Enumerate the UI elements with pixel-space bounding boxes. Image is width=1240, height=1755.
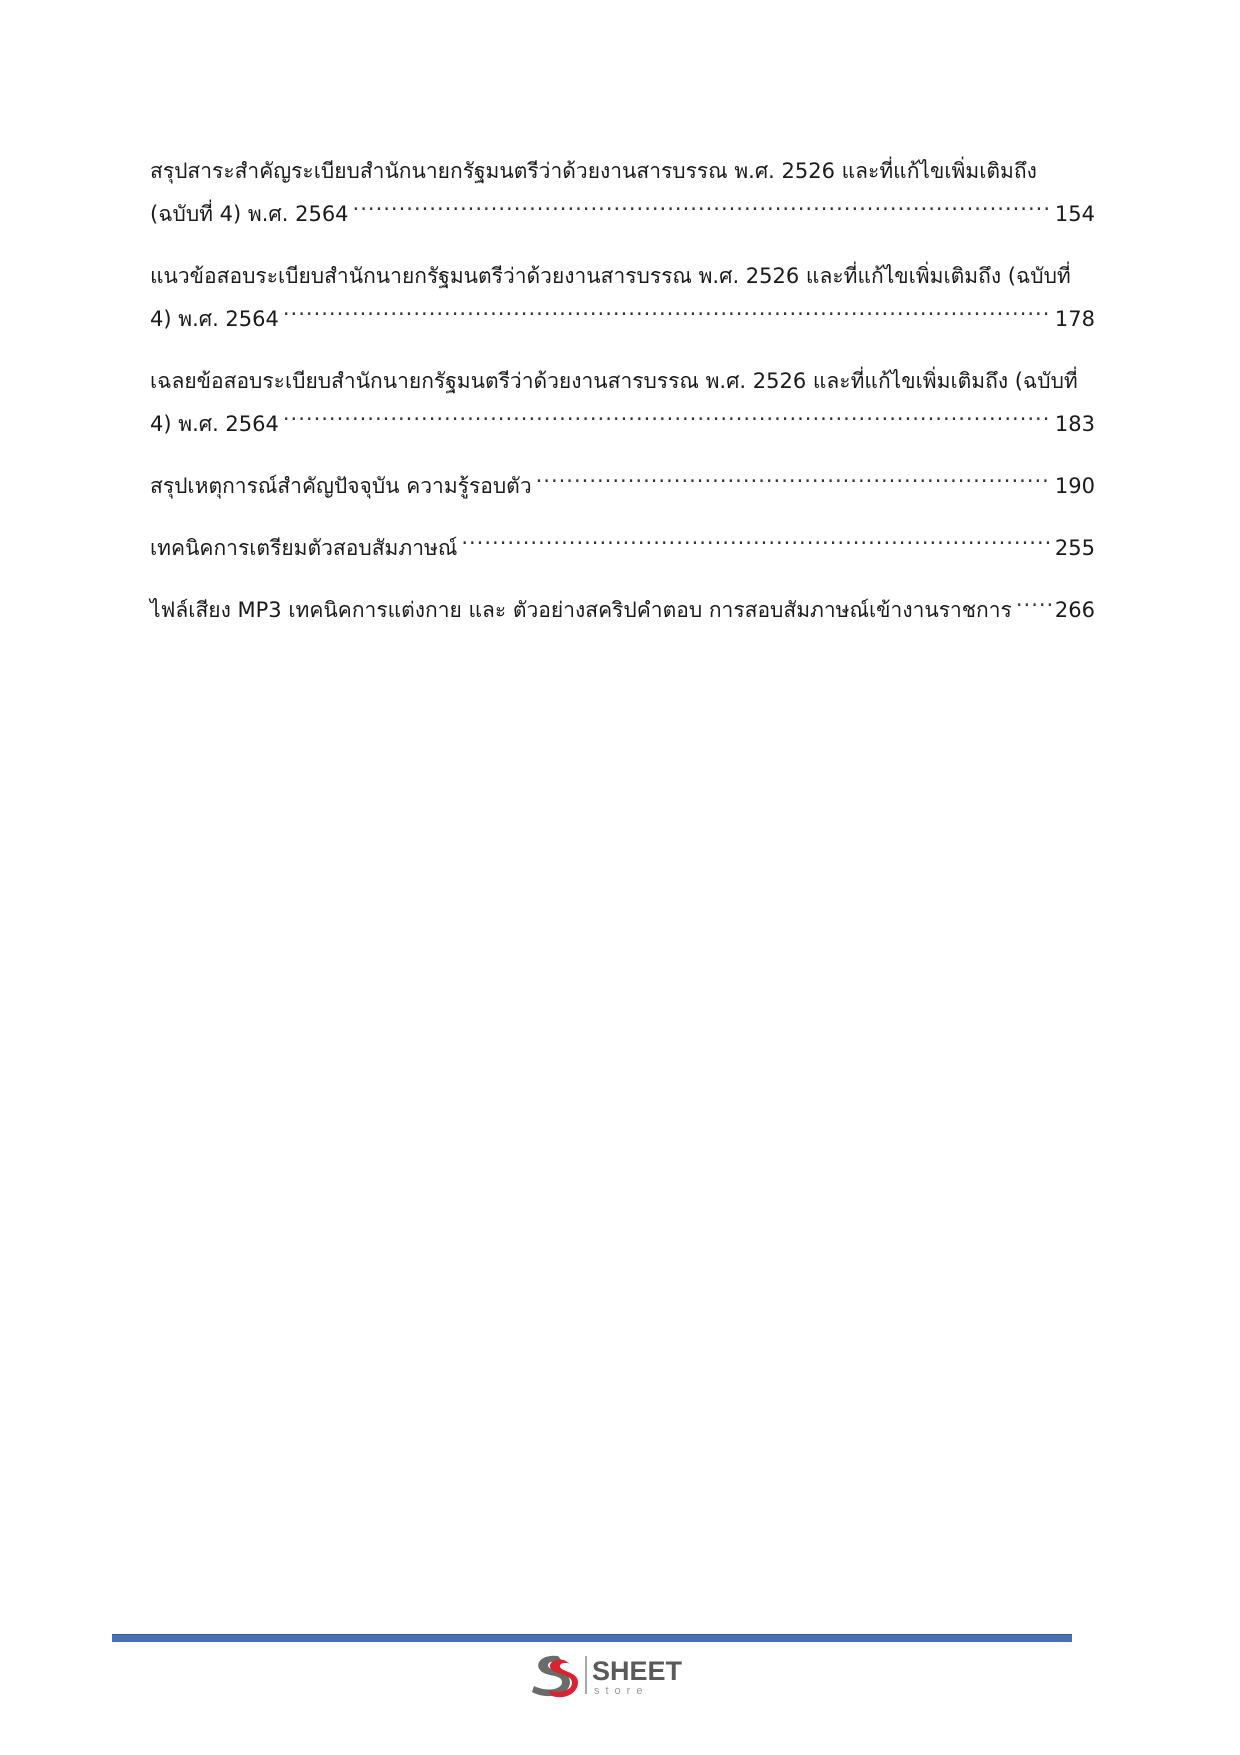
toc-entry[interactable]: [150, 255, 1095, 341]
toc-entry[interactable]: [150, 465, 1095, 508]
dot-leader: [283, 410, 1051, 431]
dot-leader: [353, 200, 1051, 221]
sheet-store-logo-icon: [528, 1650, 688, 1700]
dot-leader: [536, 472, 1051, 493]
sheet-store-logo: [528, 1650, 688, 1700]
toc-page-number: 178: [1054, 307, 1095, 331]
dot-leader: [283, 305, 1051, 326]
toc-entry-title-line: (ฉบับที่ 4) พ.ศ. 2564: [150, 202, 349, 226]
toc-entry-title-line: สรุปเหตุการณ์สำคัญปัจจุบัน ความรู้รอบตัว: [150, 474, 532, 498]
toc-page-number: 190: [1054, 474, 1095, 498]
toc-page-number: 266: [1054, 598, 1095, 622]
logo-wordmark: SHEET: [592, 1656, 683, 1686]
toc-entry-title-line: 4) พ.ศ. 2564: [150, 412, 279, 436]
dot-leader: [461, 534, 1051, 555]
toc-entry[interactable]: [150, 527, 1095, 570]
toc-page-number: 255: [1054, 536, 1095, 560]
toc-entry-title-line: เทคนิคการเตรียมตัวสอบสัมภาษณ์: [150, 536, 458, 560]
toc-page-number: 183: [1054, 412, 1095, 436]
dot-leader: [1016, 596, 1051, 617]
toc-entry-title-line: สรุปสาระสำคัญระเบียบสำนักนายกรัฐมนตรีว่าด้วยงานสารบรรณ พ.ศ. 2526 และที่แก้ไขเพิ่มเติมถึง: [150, 159, 1037, 183]
toc-entry-title-line: เฉลยข้อสอบระเบียบสำนักนายกรัฐมนตรีว่าด้วยงานสารบรรณ พ.ศ. 2526 และที่แก้ไขเพิ่มเติมถึง (ฉบับที่: [150, 369, 1078, 393]
toc-entry-title-line: แนวข้อสอบระเบียบสำนักนายกรัฐมนตรีว่าด้วยงานสารบรรณ พ.ศ. 2526 และที่แก้ไขเพิ่มเติมถึง (ฉบับที่: [150, 264, 1071, 288]
footer-divider: [112, 1634, 1072, 1642]
toc-entry-title-line: 4) พ.ศ. 2564: [150, 307, 279, 331]
toc-entry[interactable]: [150, 589, 1095, 632]
table-of-contents: [150, 150, 1095, 651]
toc-entry[interactable]: [150, 360, 1095, 446]
logo-subtext: store: [594, 1685, 649, 1697]
toc-entry[interactable]: [150, 150, 1095, 236]
toc-entry-title-line: ไฟล์เสียง MP3 เทคนิคการแต่งกาย และ ตัวอย่างสคริปคำตอบ การสอบสัมภาษณ์เข้างานราชการ: [150, 598, 1012, 622]
toc-page-number: 154: [1054, 202, 1095, 226]
